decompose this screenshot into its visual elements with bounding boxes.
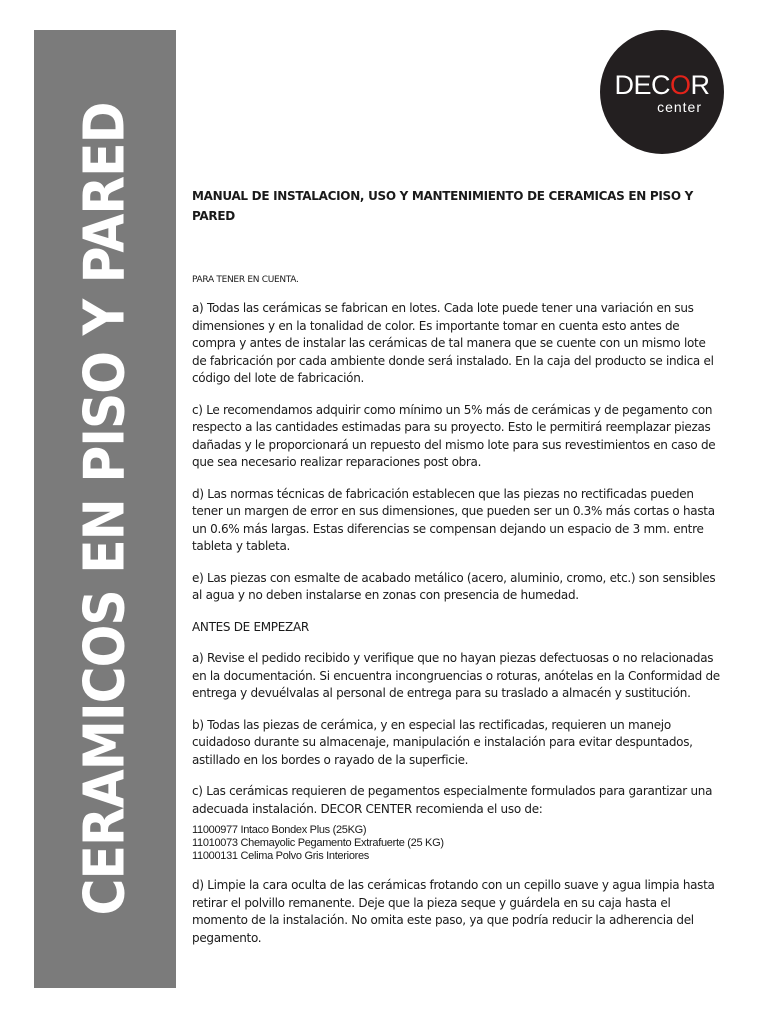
paragraph: c) Las cerámicas requieren de pegamentos especialmente formulados para garantizar una adecuada instalación. DECOR CENTER recomienda el uso de: — [192, 784, 713, 816]
logo-subtext: center — [657, 99, 702, 115]
decor-center-logo — [600, 30, 724, 154]
paragraph: a) Revise el pedido recibido y verifique que no hayan piezas defectuosas o no relacionadas en la documentación. Si encuentra incongruencias o roturas, anótelas en la Conformidad de entrega y devuélvalas al personal de entrega para su traslado a almacén y sustitución. — [192, 651, 720, 700]
logo-wordmark: DECOR — [614, 70, 710, 100]
section-heading-tener-en-cuenta: PARA TENER EN CUENTA. — [192, 275, 299, 285]
document-body — [192, 186, 722, 961]
product-list — [192, 824, 722, 863]
paragraph: e) Las piezas con esmalte de acabado metálico (acero, aluminio, cromo, etc.) son sensibles al agua y no deben instalarse en zonas con presencia de humedad. — [192, 570, 716, 602]
section-heading-antes-de-empezar: ANTES DE EMPEZAR — [192, 619, 309, 634]
paragraph: d) Las normas técnicas de fabricación establecen que las piezas no rectificadas pueden tener un margen de error en sus dimensiones, que pueden ser un 0.3% más cortas o hasta un 0.6% más largas. Estas diferencias se compensan dejando un espacio de 3 mm. entre tableta y tableta. — [192, 486, 715, 553]
paragraph: a) Todas las cerámicas se fabrican en lotes. Cada lote puede tener una variación en sus dimensiones y en la tonalidad de color. Es importante tomar en cuenta esto antes de compra y antes de instalar las cerámicas de tal manera que se cuente con un mismo lote de fabricación por cada ambiente donde será instalado. En la caja del producto se indica el código del lote de fabricación. — [192, 301, 714, 385]
paragraph: b) Todas las piezas de cerámica, y en especial las rectificadas, requieren un manejo cuidadoso durante su almacenaje, manipulación e instalación para evitar despuntados, astillado en los bordes o rayado de la superficie. — [192, 717, 693, 767]
paragraph: d) Limpie la cara oculta de las cerámicas frotando con un cepillo suave y agua limpia hasta retirar el polvillo remanente. Deje que la pieza seque y guárdela en su caja hasta el momento de la instalación. No omita este paso, ya que podría reducir la adherencia del pegamento. — [192, 878, 715, 945]
document-title: MANUAL DE INSTALACION, USO Y MANTENIMIENTO DE CERAMICAS EN PISO Y PARED — [192, 189, 694, 223]
product-item: 11000131 Celima Polvo Gris Interiores — [192, 850, 370, 862]
sidebar-title: CERAMICOS EN PISO Y PARED — [72, 102, 138, 916]
paragraph: c) Le recomendamos adquirir como mínimo un 5% más de cerámicas y de pegamento con respecto a las cantidades estimadas para su proyecto. Esto le permitirá reemplazar piezas dañadas y le proporcionará un repuesto del mismo lote para sus revestimientos en caso de que sea necesario realizar reparaciones post obra. — [192, 402, 716, 469]
product-item: 11010073 Chemayolic Pegamento Extrafuerte (25 KG) — [192, 837, 444, 849]
product-item: 11000977 Intaco Bondex Plus (25KG) — [192, 824, 367, 836]
sidebar-banner — [34, 30, 176, 988]
